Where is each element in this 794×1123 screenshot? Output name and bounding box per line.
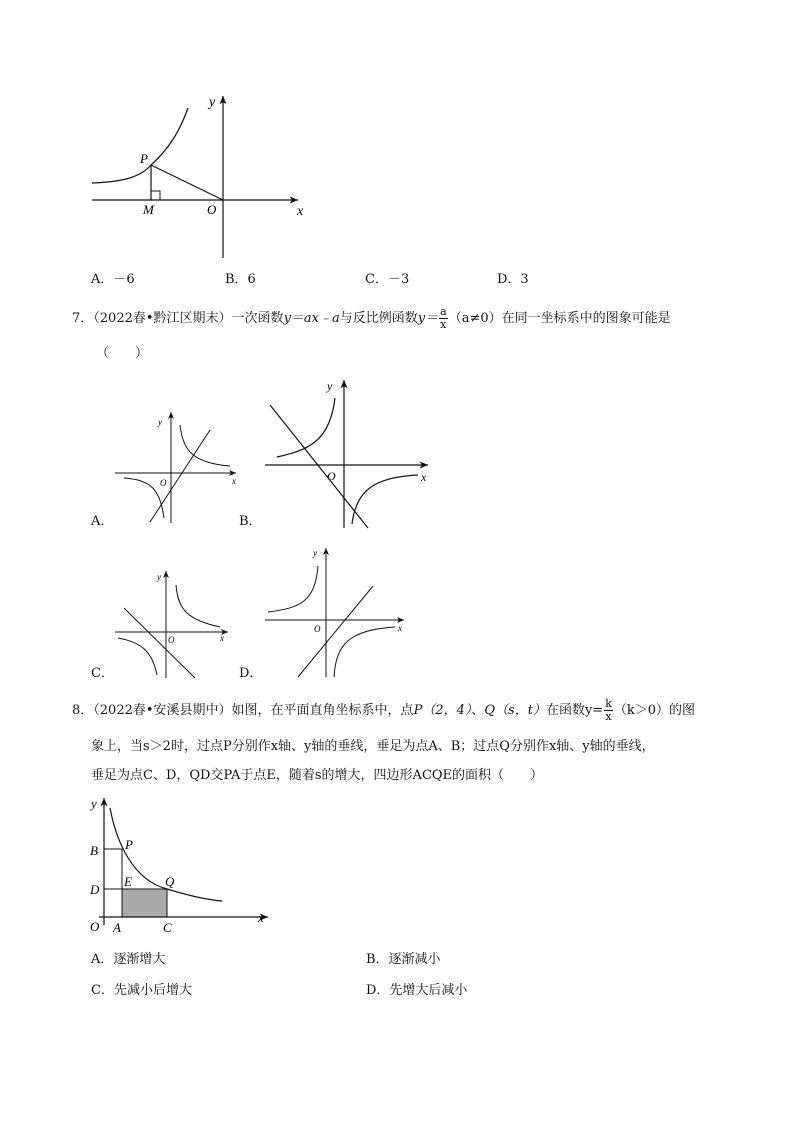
q8-text1c: 的图 — [669, 703, 696, 718]
q8-shaded-acqe — [122, 889, 167, 917]
q8-option-c: C．先减小后增大 — [91, 983, 192, 998]
q7-option-d: D． — [239, 666, 263, 681]
svg-text:y: y — [313, 548, 317, 558]
q7-option-b: B． — [239, 514, 262, 529]
q7-condition: （a≠0） — [448, 311, 502, 326]
q7-text2: 与反比例函数 — [339, 311, 418, 326]
svg-text:D: D — [90, 882, 100, 897]
q7-option-a: A． — [91, 514, 114, 529]
q8-point-q: Q（s，t） — [484, 703, 546, 718]
q8-frac-num: k — [605, 697, 612, 710]
q7-source: （2022春•黔江区期末） — [93, 311, 232, 326]
q8-eq-lhs: y= — [584, 703, 604, 718]
svg-text:C: C — [163, 920, 172, 935]
q6-option-d: D．3 — [497, 272, 529, 287]
svg-text:x: x — [232, 476, 236, 486]
svg-text:A: A — [113, 920, 121, 935]
q7-frac-den: x — [440, 318, 447, 331]
q6-option-b: B．6 — [225, 272, 256, 287]
q7-eq1: y＝ax﹣a — [283, 311, 340, 326]
q8-text1a: 如图，在平面直角坐标系中，点 — [231, 703, 414, 718]
q8-text1b: 在函数 — [545, 703, 585, 718]
svg-text:y: y — [158, 417, 162, 427]
q8-frac-den: x — [605, 710, 612, 723]
svg-text:O: O — [314, 624, 321, 634]
q6-label-p: P — [140, 151, 148, 166]
svg-text:y: y — [327, 379, 333, 393]
q7-blank: （ ） — [96, 346, 149, 361]
q8-source: （2022春•安溪县期中） — [93, 703, 232, 718]
svg-text:O: O — [327, 469, 336, 483]
q6-option-a: A．－6 — [91, 272, 135, 287]
q8-question-line2: 象上，当s＞2时，过点P分别作x轴、y轴的垂线，垂足为点A、B；过点Q分别作x轴、y轴的垂线， — [91, 739, 655, 754]
q6-label-y: y — [209, 95, 216, 110]
q8-option-b: B．逐渐减小 — [366, 952, 441, 967]
q8-point-p: P（2，4） — [413, 703, 472, 718]
svg-text:x: x — [258, 910, 264, 925]
q8-option-a: A．逐渐增大 — [91, 952, 166, 967]
q8-condition: （k＞0） — [613, 703, 670, 718]
q6-label-o: O — [207, 202, 217, 217]
svg-text:x: x — [398, 623, 402, 633]
svg-text:y: y — [91, 796, 97, 811]
svg-text:O: O — [160, 478, 167, 488]
q7-frac-num: a — [440, 305, 447, 318]
q6-label-x: x — [297, 204, 304, 219]
svg-text:P: P — [125, 837, 133, 852]
q7-number: 7． — [72, 311, 94, 326]
q7-text3: 在同一坐标系中的图象可能是 — [501, 311, 671, 326]
svg-text:x: x — [220, 633, 224, 643]
svg-text:y: y — [157, 572, 161, 582]
q6-label-m: M — [143, 202, 154, 217]
q6-option-c: C．－3 — [365, 272, 410, 287]
q8-number: 8． — [72, 703, 94, 718]
svg-text:E: E — [124, 874, 132, 889]
svg-text:B: B — [90, 843, 98, 858]
svg-text:O: O — [90, 919, 100, 934]
svg-text:O: O — [168, 635, 175, 645]
q7-text1: 一次函数 — [231, 311, 284, 326]
q7-eq2-lhs: y＝ — [417, 311, 439, 326]
svg-text:Q: Q — [165, 874, 175, 889]
q8-question-line3: 垂足为点C、D，QD交PA于点E，随着s的增大，四边形ACQE的面积（ ） — [91, 768, 544, 783]
q7-option-c: C． — [91, 666, 114, 681]
svg-text:x: x — [421, 470, 427, 484]
q8-sep: 、 — [471, 703, 485, 718]
q8-option-d: D．先增大后减小 — [366, 983, 468, 998]
